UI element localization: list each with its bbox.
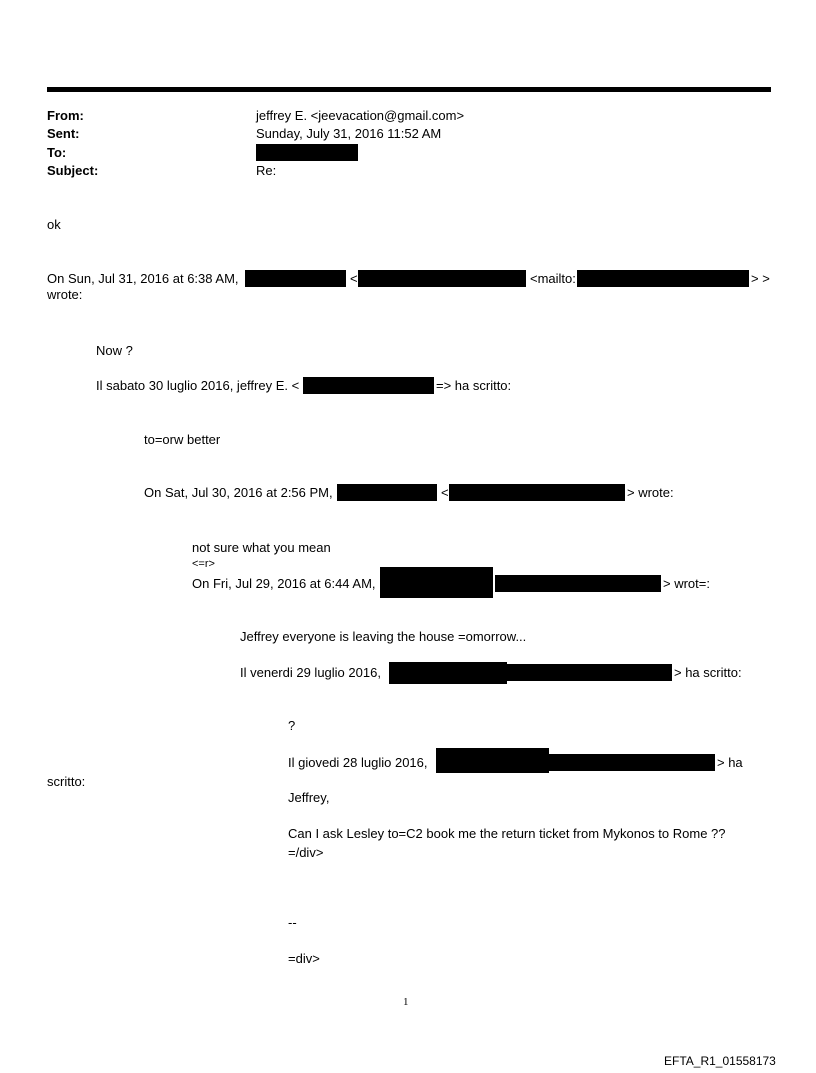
redaction-q1-mailto xyxy=(577,270,749,287)
redaction-to xyxy=(256,144,358,161)
page-number: 1 xyxy=(403,996,409,1008)
quote-header-1-end: > > xyxy=(751,271,770,286)
quote-header-3-lt: < xyxy=(441,485,449,500)
quote-header-2: Il sabato 30 luglio 2016, jeffrey E. < xyxy=(96,378,300,393)
redaction-q1-email xyxy=(358,270,526,287)
quote-header-6-post: > ha xyxy=(717,755,743,770)
now-text: Now ? xyxy=(96,343,133,358)
from-value: jeffrey E. <jeevacation@gmail.com> xyxy=(256,108,465,123)
quote-header-4: On Fri, Jul 29, 2016 at 6:44 AM, xyxy=(192,576,376,591)
redaction-q5-name xyxy=(389,662,507,684)
reply-text: ok xyxy=(47,217,61,232)
to-label: To: xyxy=(47,145,67,160)
dashes-text: -- xyxy=(288,915,297,930)
jeffrey-comma-text: Jeffrey, xyxy=(288,790,330,805)
question-mark-text: ? xyxy=(288,718,296,733)
jeffrey-everyone-text: Jeffrey everyone is leaving the house =omorrow... xyxy=(240,629,527,644)
quote-header-5-post: > ha scritto: xyxy=(674,665,742,680)
footer-id: EFTA_R1_01558173 xyxy=(664,1054,776,1068)
can-i-text: Can I ask Lesley to=C2 book me the return ticket from Mykonos to Rome ?? xyxy=(288,826,726,841)
redaction-q4-name xyxy=(380,567,493,598)
quote-header-3-post: > wrote: xyxy=(627,485,674,500)
redaction-q2-email xyxy=(303,377,434,394)
quote-header-4-post: > wrot=: xyxy=(663,576,710,591)
redaction-q3-email xyxy=(449,484,625,501)
from-label: From: xyxy=(47,108,84,123)
quote-header-1: On Sun, Jul 31, 2016 at 6:38 AM, xyxy=(47,271,239,286)
quote-header-5: Il venerdi 29 luglio 2016, xyxy=(240,665,381,680)
div-close-text: =/div> xyxy=(288,845,324,860)
redaction-q5-email xyxy=(507,664,672,681)
sent-label: Sent: xyxy=(47,126,80,141)
div-eq-text: =div> xyxy=(288,951,320,966)
scritto-text: scritto: xyxy=(47,774,86,789)
quote-header-1-mailto: <mailto: xyxy=(530,271,576,286)
redaction-q4-email xyxy=(495,575,661,592)
header-rule xyxy=(47,87,771,92)
subject-value: Re: xyxy=(256,163,277,178)
redaction-q3-name xyxy=(337,484,437,501)
eqr-text: <=r> xyxy=(192,558,215,570)
quote-header-1-lt: < xyxy=(350,271,358,286)
toorw-text: to=orw better xyxy=(144,432,221,447)
subject-label: Subject: xyxy=(47,163,99,178)
redaction-q1-name xyxy=(245,270,346,287)
not-sure-text: not sure what you mean xyxy=(192,540,331,555)
quote-header-6: Il giovedi 28 luglio 2016, xyxy=(288,755,428,770)
redaction-q6-name xyxy=(436,748,549,773)
quote-header-1-wrote: wrote: xyxy=(47,287,83,302)
redaction-q6-email xyxy=(549,754,715,771)
quote-header-3: On Sat, Jul 30, 2016 at 2:56 PM, xyxy=(144,485,333,500)
sent-value: Sunday, July 31, 2016 11:52 AM xyxy=(256,126,442,141)
quote-header-2-post: => ha scritto: xyxy=(436,378,512,393)
